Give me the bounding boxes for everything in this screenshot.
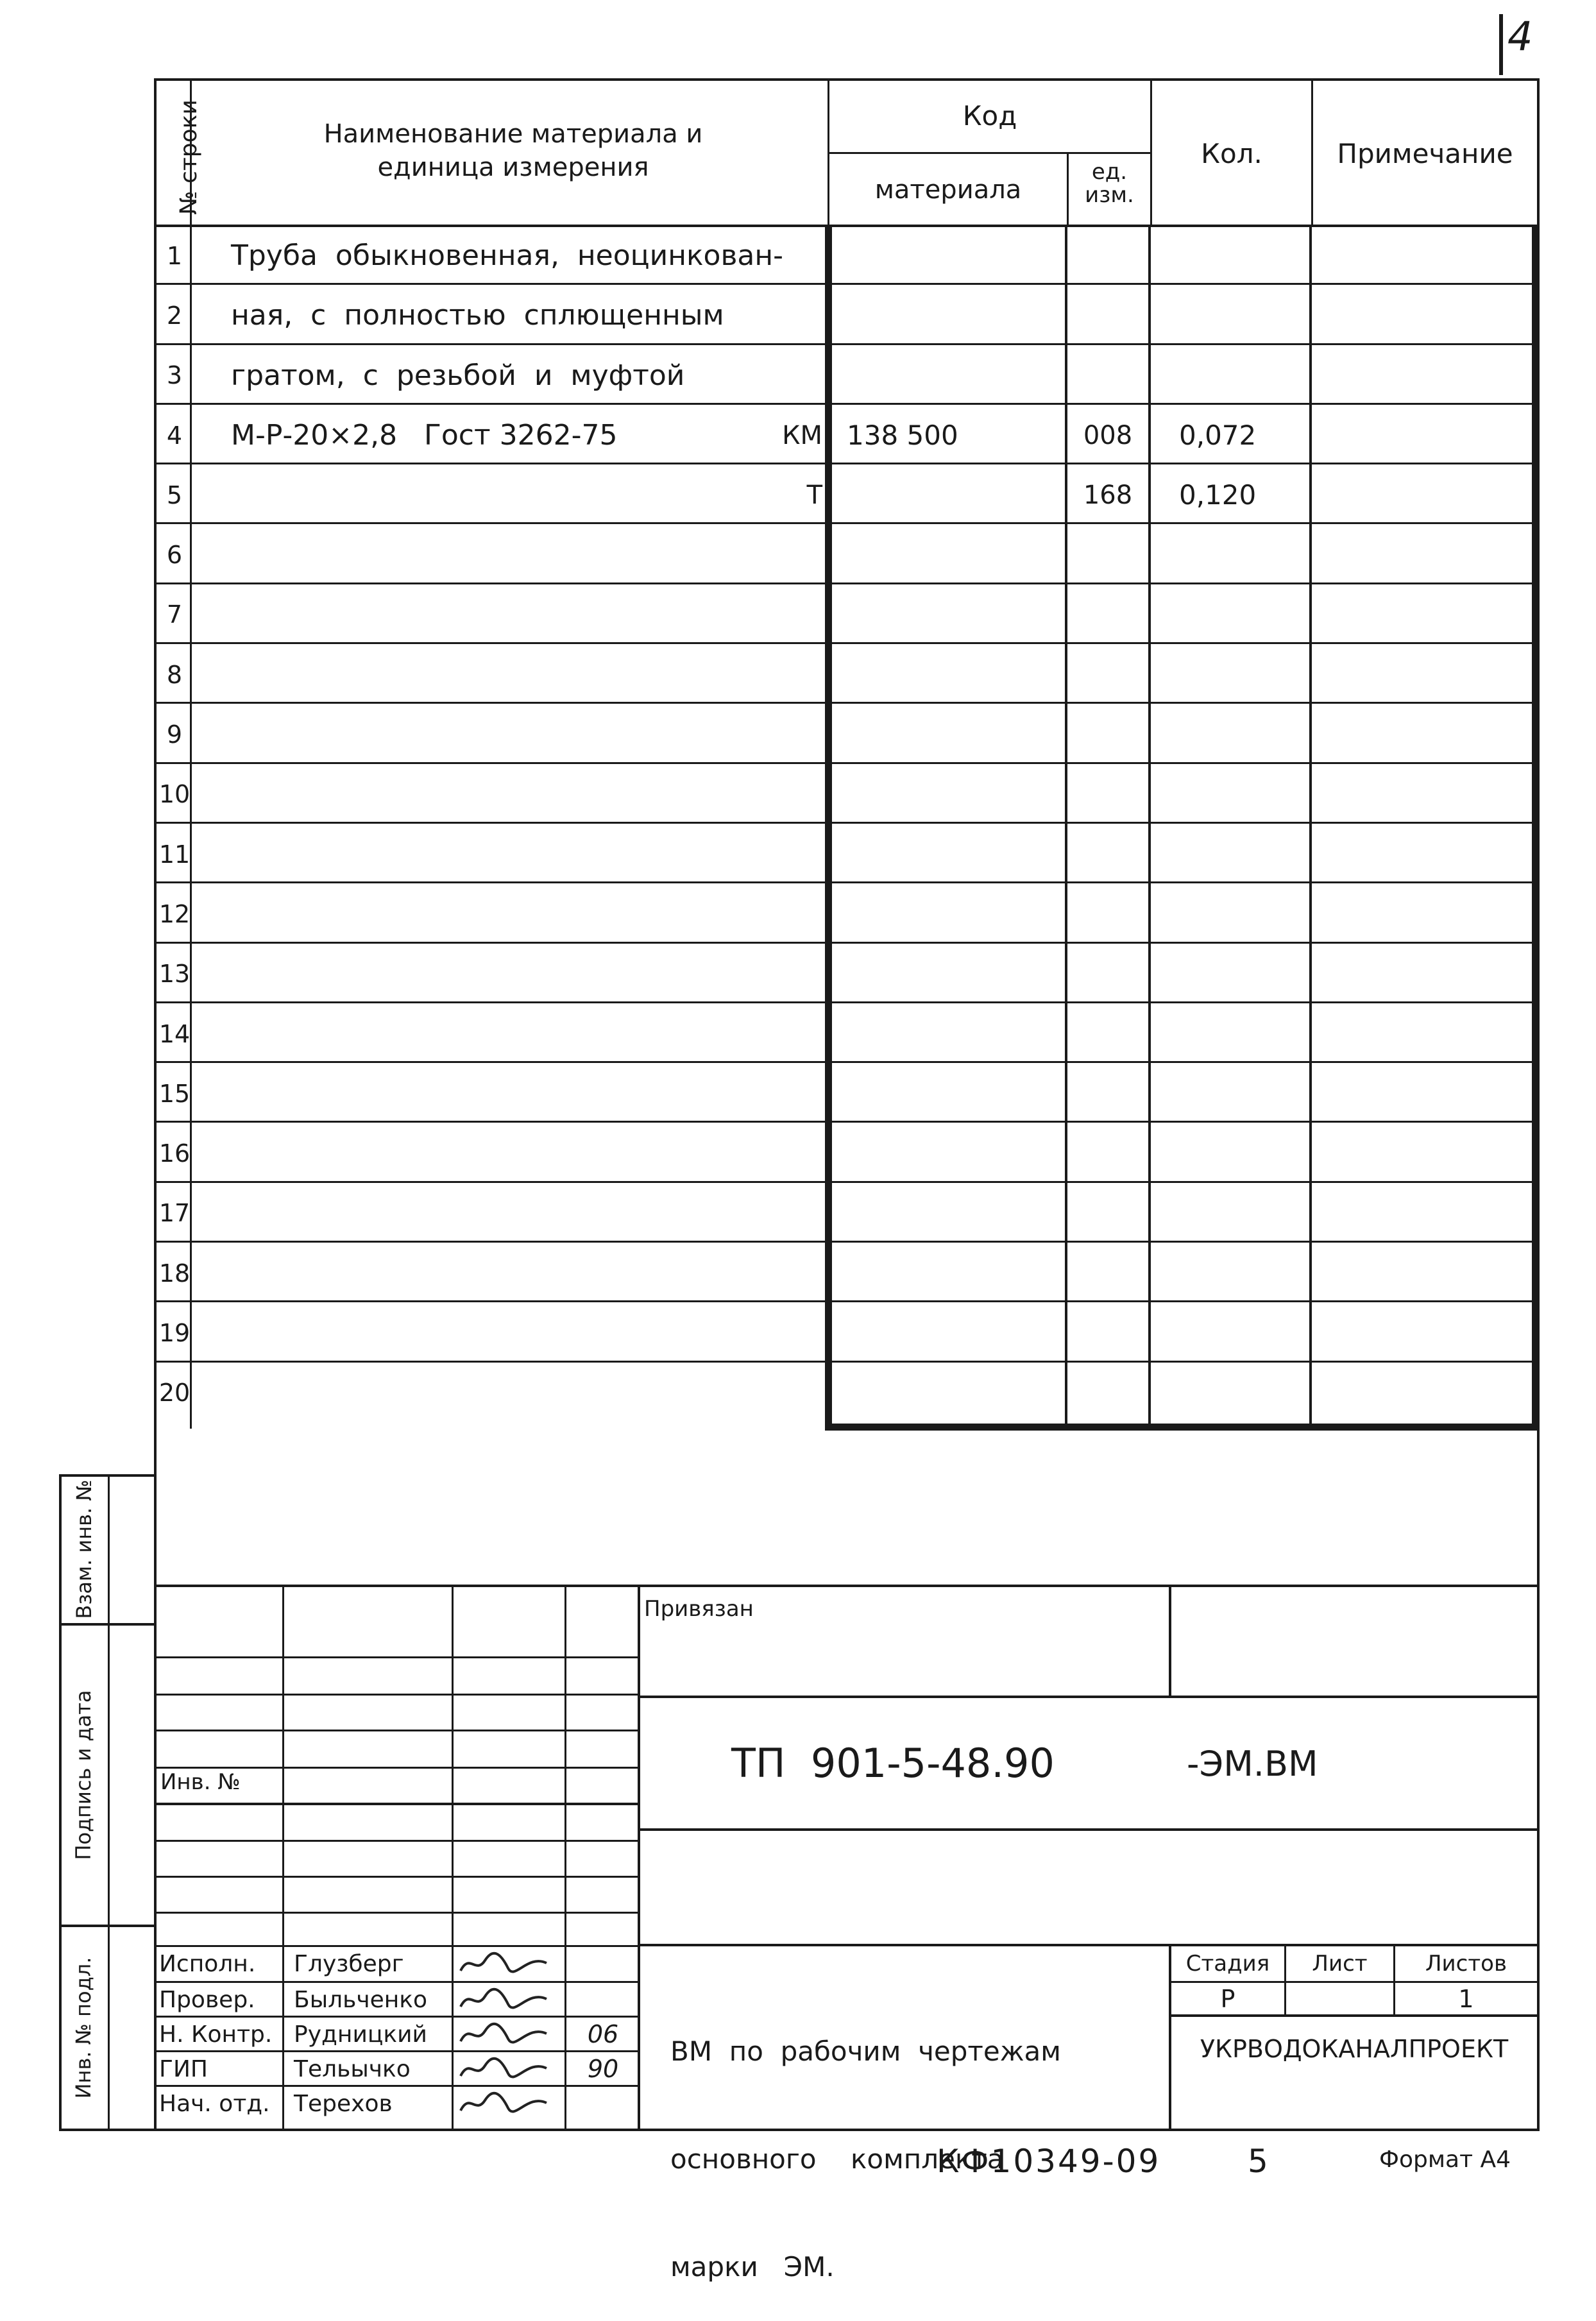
quantity-cell [1179,1064,1307,1123]
row-number-cell: 1 [166,241,183,270]
sheet-number-mark: 4 [1507,13,1533,60]
row-number-cell: 8 [166,660,183,689]
unit-name-cell [758,1363,822,1423]
row-number-cell: 18 [158,1259,191,1288]
role-date: 06 [587,2020,619,2048]
code-header: Код [962,100,1017,132]
material-name-cell: ная, с полностью сплющенным [231,299,724,332]
quantity-cell [1179,525,1307,585]
note-cell [1316,1004,1528,1064]
row-number-cell: 20 [158,1379,191,1407]
signature-mark [457,1983,559,2016]
note-cell [1316,405,1528,465]
unit-code-cell [1067,704,1148,764]
unit-name-cell [758,226,822,285]
row-number-header: № строки [175,99,202,215]
row-number-cell: 13 [158,960,191,989]
material-name-cell [231,465,783,525]
quantity-cell [1179,1303,1307,1363]
quantity-cell [1179,1004,1307,1064]
material-name-cell [231,704,783,764]
side-inv-label: Инв. № подл. [71,1957,96,2099]
unit-name-cell [758,884,822,944]
material-code-cell [847,525,1052,585]
material-code-cell [847,1064,1052,1123]
unit-code-cell [1067,525,1148,585]
role-person-name: Терехов [294,2090,393,2117]
material-code-cell [847,285,1052,345]
unit-code-cell [1067,1363,1148,1423]
signature-mark [457,2018,559,2051]
unit-name-cell [758,1124,822,1184]
row-number-cell: 7 [166,600,183,629]
table-row [155,1243,1538,1303]
unit-name-cell [758,1184,822,1243]
table-row [155,525,1538,585]
footer-format: Формат А4 [1379,2147,1511,2173]
sheets-value: 1 [1458,1984,1474,2013]
table-row [155,465,1538,525]
note-header: Примечание [1337,137,1513,169]
material-code-cell [847,1004,1052,1064]
document-suffix: -ЭМ.ВМ [1187,1744,1318,1784]
row-number-cell: 10 [158,780,191,809]
table-row [155,884,1538,944]
table-row [155,765,1538,824]
note-cell [1316,226,1528,285]
material-name-cell [231,765,783,824]
unit-name-cell [758,525,822,585]
footer-code: КФ10349-09 [937,2143,1161,2180]
unit-name-cell [758,645,822,704]
title-line-2: основного комплекта [670,2143,1004,2175]
table-row [155,405,1538,465]
material-code-cell [847,1303,1052,1363]
unit-code-cell [1067,645,1148,704]
unit-code-cell [1067,1124,1148,1184]
quantity-cell [1179,824,1307,884]
material-code-cell [847,465,1052,525]
material-name-cell [231,585,783,645]
row-number-cell: 6 [166,541,183,570]
unit-code-cell [1067,1004,1148,1064]
unit-code-header [1069,155,1150,225]
material-name-cell [231,944,783,1004]
quantity-cell: 0,120 [1179,479,1257,511]
material-code-cell [847,585,1052,645]
material-code-cell [847,824,1052,884]
unit-name-cell [758,1243,822,1303]
row-number-cell: 14 [158,1019,191,1048]
material-code-cell [847,765,1052,824]
stage-value: Р [1220,1984,1235,2013]
unit-code-cell [1067,884,1148,944]
unit-code-cell: 168 [1083,480,1133,510]
unit-name-cell [758,824,822,884]
privyazan-label: Привязан [644,1596,754,1622]
material-name-cell [231,1243,783,1303]
row-number-cell: 3 [166,361,183,390]
title-line-1: ВМ по рабочим чертежам [670,2036,1061,2067]
sheet-value [1286,1983,1393,2014]
quantity-cell: 0,072 [1179,420,1257,452]
unit-code-cell [1067,226,1148,285]
role-person-name: Быльченко [294,1986,428,2013]
note-cell [1316,1243,1528,1303]
row-number-cell: 16 [158,1139,191,1168]
table-row [155,585,1538,645]
signature-mark [457,1947,559,1980]
material-code-header: материала [874,175,1022,205]
unit-name-cell: Т [806,480,822,510]
quantity-cell [1179,1184,1307,1243]
table-row [155,824,1538,884]
unit-code-cell [1067,1303,1148,1363]
note-cell [1316,585,1528,645]
note-cell [1316,645,1528,704]
table-row [155,1303,1538,1363]
unit-code-cell [1067,944,1148,1004]
row-number-cell: 4 [166,421,183,450]
material-name-cell [231,1124,783,1184]
material-code-cell [847,645,1052,704]
role-person-name: Рудницкий [294,2021,427,2048]
material-code-cell [847,1363,1052,1423]
quantity-cell [1179,1243,1307,1303]
title-line-3: марки ЭМ. [670,2251,835,2283]
row-number-cell: 2 [166,301,183,330]
name-header: Наименование материала и единица измерения [323,119,703,182]
note-cell [1316,1064,1528,1123]
sheet-label: Лист [1312,1951,1368,1977]
row-number-cell: 19 [158,1319,191,1348]
table-row [155,645,1538,704]
row-number-cell: 11 [158,840,191,869]
note-cell [1316,1184,1528,1243]
quantity-cell [1179,226,1307,285]
note-cell [1316,765,1528,824]
unit-code-cell [1067,585,1148,645]
note-cell [1316,346,1528,405]
unit-name-cell [758,1004,822,1064]
quantity-cell [1179,1363,1307,1423]
unit-code-cell [1067,285,1148,345]
role-person-name: Тельычко [294,2055,411,2082]
quantity-cell [1179,884,1307,944]
role-date [571,2087,635,2120]
table-row [155,1363,1538,1423]
unit-header-line1: ед. [1091,159,1128,185]
unit-name-cell [758,1064,822,1123]
table-row [155,704,1538,764]
table-row [155,226,1538,285]
material-name-cell: Труба обыкновенная, неоцинкован- [231,239,784,273]
material-name-cell [231,1363,783,1423]
material-code-cell [847,226,1052,285]
unit-code-cell [1067,1184,1148,1243]
note-cell [1316,465,1528,525]
organization-name: УКРВОДОКАНАЛПРОЕКТ [1200,2035,1509,2063]
material-code-cell [847,1124,1052,1184]
material-name-cell [231,1064,783,1123]
material-code-cell: 138 500 [847,420,958,452]
material-name-cell [231,525,783,585]
material-name-cell [231,884,783,944]
row-number-cell: 12 [158,899,191,928]
material-code-cell [847,884,1052,944]
role-label: Нач. отд. [159,2090,270,2117]
row-number-cell: 15 [158,1079,191,1108]
material-name-cell [231,1303,783,1363]
quantity-cell [1179,944,1307,1004]
role-date [571,1983,635,2016]
quantity-cell [1179,765,1307,824]
table-row [155,1184,1538,1243]
unit-name-cell [758,1303,822,1363]
side-signature-label: Подпись и дата [71,1690,96,1860]
material-name-cell: М-Р-20×2,8 Гост 3262-75 [231,419,618,452]
side-vzam-label: Взам. инв. № [72,1479,96,1619]
material-name-cell: гратом, с резьбой и муфтой [231,359,685,392]
material-name-cell [231,1004,783,1064]
document-title [670,1962,1061,2321]
sheets-label: Листов [1425,1951,1507,1977]
signature-mark [457,2052,559,2086]
role-label: Н. Контр. [159,2021,273,2048]
table-row [155,944,1538,1004]
quantity-cell [1179,645,1307,704]
signature-mark [457,2087,559,2120]
role-date [571,1947,635,1980]
material-code-cell [847,346,1052,405]
unit-code-cell [1067,824,1148,884]
unit-name-cell [758,346,822,405]
note-cell [1316,1124,1528,1184]
table-row [155,285,1538,345]
quantity-cell [1179,1124,1307,1184]
unit-name-cell [758,704,822,764]
unit-name-cell [758,585,822,645]
row-number-cell: 5 [166,480,183,509]
note-cell [1316,944,1528,1004]
row-number-cell: 9 [166,720,183,749]
footer-page: 5 [1248,2143,1268,2180]
row-number-cell: 17 [158,1199,191,1228]
quantity-header: Кол. [1201,137,1262,169]
material-code-cell [847,1243,1052,1303]
unit-name-cell: КМ [782,420,822,450]
quantity-cell [1179,346,1307,405]
unit-name-cell [758,765,822,824]
note-cell [1316,1363,1528,1423]
material-code-cell [847,944,1052,1004]
unit-code-cell [1067,765,1148,824]
note-cell [1316,285,1528,345]
role-date: 90 [587,2055,619,2083]
table-row [155,1064,1538,1123]
note-cell [1316,884,1528,944]
table-row [155,1124,1538,1184]
inv-no-label: Инв. № [160,1769,241,1795]
material-name-cell [231,1184,783,1243]
quantity-cell [1179,704,1307,764]
role-label: Провер. [159,1986,255,2013]
role-label: ГИП [159,2055,208,2082]
role-person-name: Глузберг [294,1950,404,1977]
unit-name-cell [758,285,822,345]
unit-header-line2: изм. [1085,182,1134,208]
note-cell [1316,824,1528,884]
material-code-cell [847,704,1052,764]
table-row [155,346,1538,405]
unit-code-cell: 008 [1083,420,1133,450]
role-label: Исполн. [159,1950,256,1977]
material-code-cell [847,1184,1052,1243]
note-cell [1316,525,1528,585]
note-cell [1316,1303,1528,1363]
table-row [155,1004,1538,1064]
document-code: ТП 901-5-48.90 [731,1740,1055,1787]
material-name-cell [231,824,783,884]
quantity-cell [1179,285,1307,345]
unit-name-cell [758,944,822,1004]
note-cell [1316,704,1528,764]
unit-code-cell [1067,346,1148,405]
stage-label: Стадия [1185,1951,1270,1977]
quantity-cell [1179,585,1307,645]
unit-code-cell [1067,1243,1148,1303]
material-name-cell [231,645,783,704]
unit-code-cell [1067,1064,1148,1123]
